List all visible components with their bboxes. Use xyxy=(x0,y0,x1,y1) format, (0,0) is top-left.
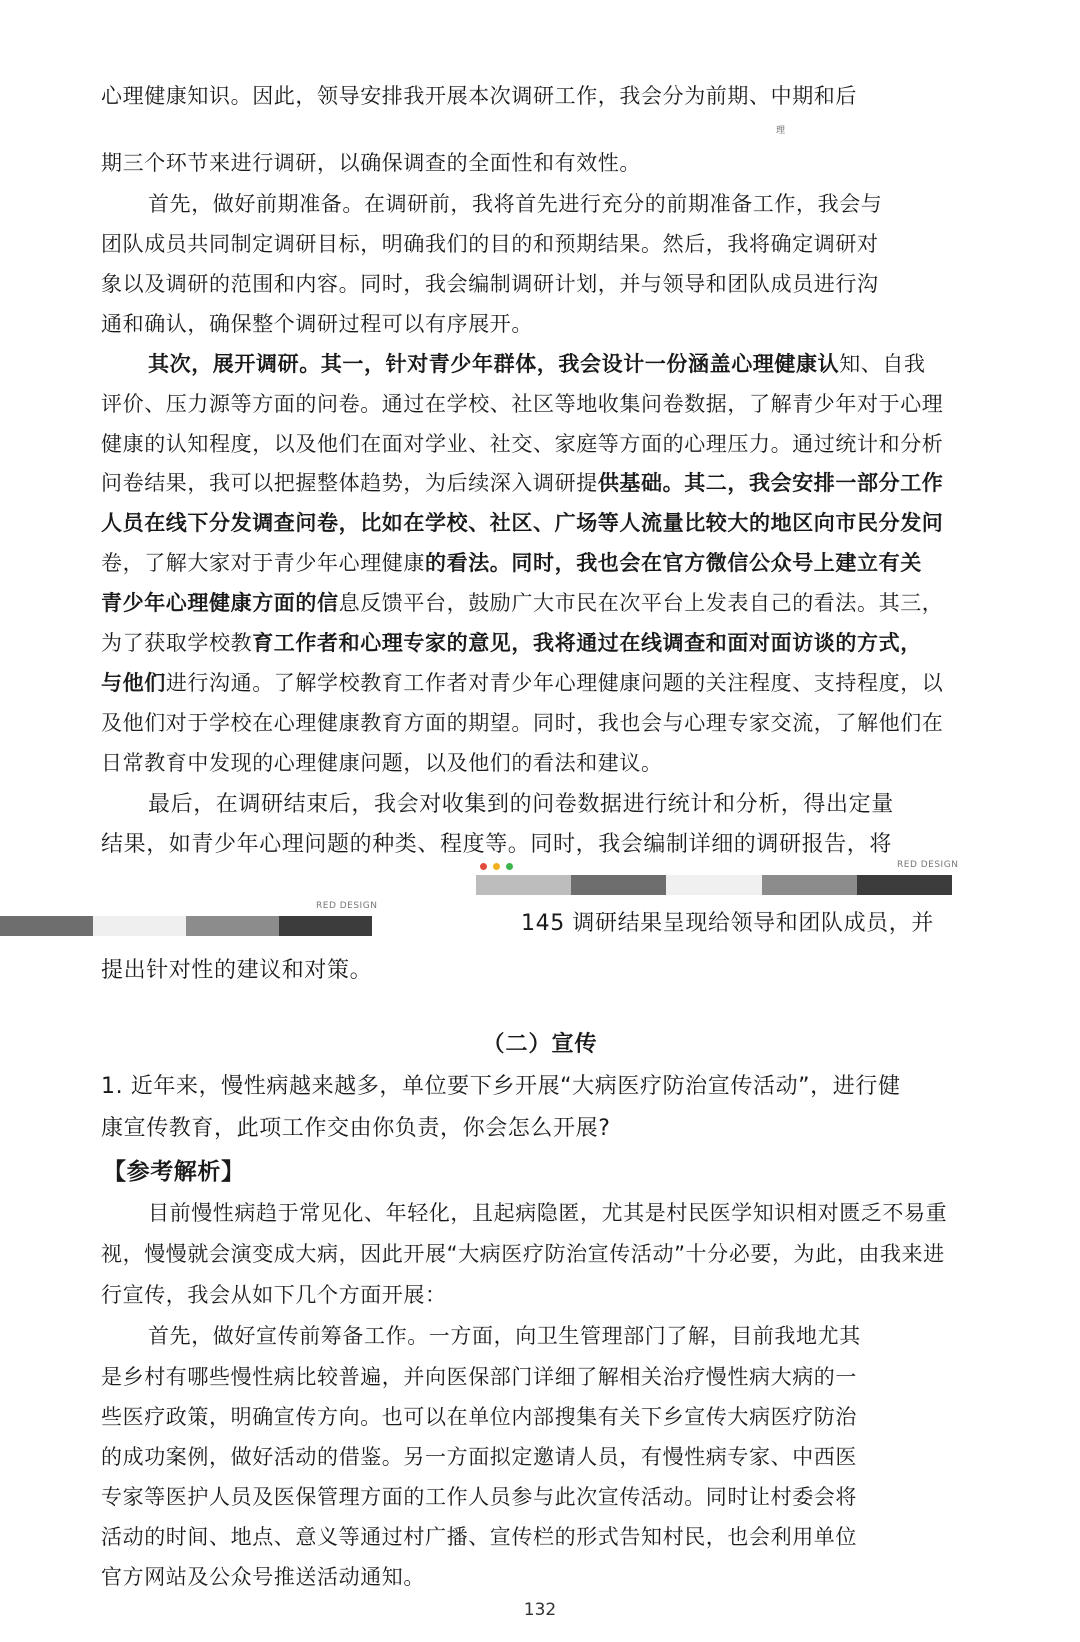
green-dot-icon xyxy=(506,863,513,870)
text-line: 人员在线下分发调查问卷，比如在学校、社区、广场等人流量比较大的地区向市民分发问 xyxy=(101,511,944,535)
text-line: 首先，做好宣传前筹备工作。一方面，向卫生管理部门了解，目前我地尤其 xyxy=(148,1324,861,1348)
brand-tag: RED DESIGN xyxy=(316,901,378,911)
text-line: 心理健康知识。因此，领导安排我开展本次调研工作，我会分为前期、中期和后 xyxy=(101,84,857,108)
bold-span: 的看法。同时，我也会在官方微信公众号上建立有关 xyxy=(425,551,922,575)
bold-span: 其次，展开调研。其一，针对青少年群体，我会设计一份涵盖心理健康认 xyxy=(148,352,840,376)
text-line: 行宣传，我会从如下几个方面开展： xyxy=(101,1283,447,1307)
text-span: 为了获取学校教 xyxy=(101,631,253,655)
yellow-dot-icon xyxy=(493,863,500,870)
text-line: 评价、压力源等方面的问卷。通过在学校、社区等地收集问卷数据，了解青少年对于心理 xyxy=(101,392,944,416)
text-line: 活动的时间、地点、意义等通过村广播、宣传栏的形式告知村民，也会利用单位 xyxy=(101,1525,857,1549)
text-line: 健康的认知程度，以及他们在面对学业、社交、家庭等方面的心理压力。通过统计和分析 xyxy=(101,432,944,456)
text-line: 期三个环节来进行调研，以确保调查的全面性和有效性。 xyxy=(101,151,641,175)
bold-span: 供基础。其二，我会安排一部分工作 xyxy=(597,471,944,495)
text-line: 最后，在调研结束后，我会对收集到的问卷数据进行统计和分析，得出定量 xyxy=(148,792,894,817)
brand-tag: RED DESIGN xyxy=(897,860,959,870)
text-span: 息反馈平台，鼓励广大市民在次平台上发表自己的看法。其三， xyxy=(338,591,944,615)
text-line: 145 调研结果呈现给领导和团队成员，并 xyxy=(521,911,934,936)
text-line: 通和确认，确保整个调研过程可以有序展开。 xyxy=(101,312,533,336)
analysis-label: 【参考解析】 xyxy=(103,1159,245,1185)
text-line: 日常教育中发现的心理健康问题，以及他们的看法和建议。 xyxy=(101,751,663,775)
question-line: 1. 近年来，慢性病越来越多，单位要下乡开展“大病医疗防治宣传活动”，进行健 xyxy=(101,1074,901,1099)
text-span: 卷，了解大家对于青少年心理健康 xyxy=(101,551,425,575)
bold-span: 青少年心理健康方面的信 xyxy=(101,591,339,615)
text-line: 提出针对性的建议和对策。 xyxy=(101,958,373,983)
text-line xyxy=(101,467,943,497)
text-line xyxy=(101,627,922,657)
text-span: 进行沟通。了解学校教育工作者对青少年心理健康问题的关注程度、支持程度，以 xyxy=(165,671,944,695)
page-number: 132 xyxy=(523,1600,557,1620)
text-line: 专家等医护人员及医保管理方面的工作人员参与此次宣传活动。同时让村委会将 xyxy=(101,1485,857,1509)
text-span: 问卷结果，我可以把握整体趋势，为后续深入调研提 xyxy=(101,471,598,495)
bold-span: 与他们 xyxy=(101,671,166,695)
text-line: 些医疗政策，明确宣传方向。也可以在单位内部搜集有关下乡宣传大病医疗防治 xyxy=(101,1405,857,1429)
bold-span: 育工作者和心理专家的意见，我将通过在线调查和面对面访谈的方式， xyxy=(252,631,922,655)
decor-band-right xyxy=(476,875,952,895)
red-dot-icon xyxy=(480,863,487,870)
text-line xyxy=(101,547,922,577)
text-line: 是乡村有哪些慢性病比较普遍，并向医保部门详细了解相关治疗慢性病大病的一 xyxy=(101,1365,857,1389)
text-line: 视，慢慢就会演变成大病，因此开展“大病医疗防治宣传活动”十分必要，为此，由我来进 xyxy=(101,1242,945,1266)
decor-band-left xyxy=(0,916,372,936)
text-span: 知、自我 xyxy=(839,352,926,376)
stray-mark: 理 xyxy=(776,126,786,136)
text-line: 目前慢性病趋于常见化、年轻化，且起病隐匿，尤其是村民医学知识相对匮乏不易重 xyxy=(148,1201,948,1225)
text-line: 官方网站及公众号推送活动通知。 xyxy=(101,1565,425,1589)
text-line: 团队成员共同制定调研目标，明确我们的目的和预期结果。然后，我将确定调研对 xyxy=(101,232,879,256)
text-line: 及他们对于学校在心理健康教育方面的期望。同时，我也会与心理专家交流，了解他们在 xyxy=(101,711,944,735)
text-line: 结果，如青少年心理问题的种类、程度等。同时，我会编制详细的调研报告，将 xyxy=(101,832,893,857)
text-line xyxy=(148,348,926,378)
text-line xyxy=(101,587,943,617)
text-line: 的成功案例，做好活动的借鉴。另一方面拟定邀请人员，有慢性病专家、中西医 xyxy=(101,1445,857,1469)
text-line xyxy=(101,667,943,697)
text-line: 首先，做好前期准备。在调研前，我将首先进行充分的前期准备工作，我会与 xyxy=(148,192,883,216)
text-line: 象以及调研的范围和内容。同时，我会编制调研计划，并与领导和团队成员进行沟 xyxy=(101,272,879,296)
section-title: （二）宣传 xyxy=(482,1032,598,1057)
question-line: 康宣传教育，此项工作交由你负责，你会怎么开展? xyxy=(101,1116,611,1141)
